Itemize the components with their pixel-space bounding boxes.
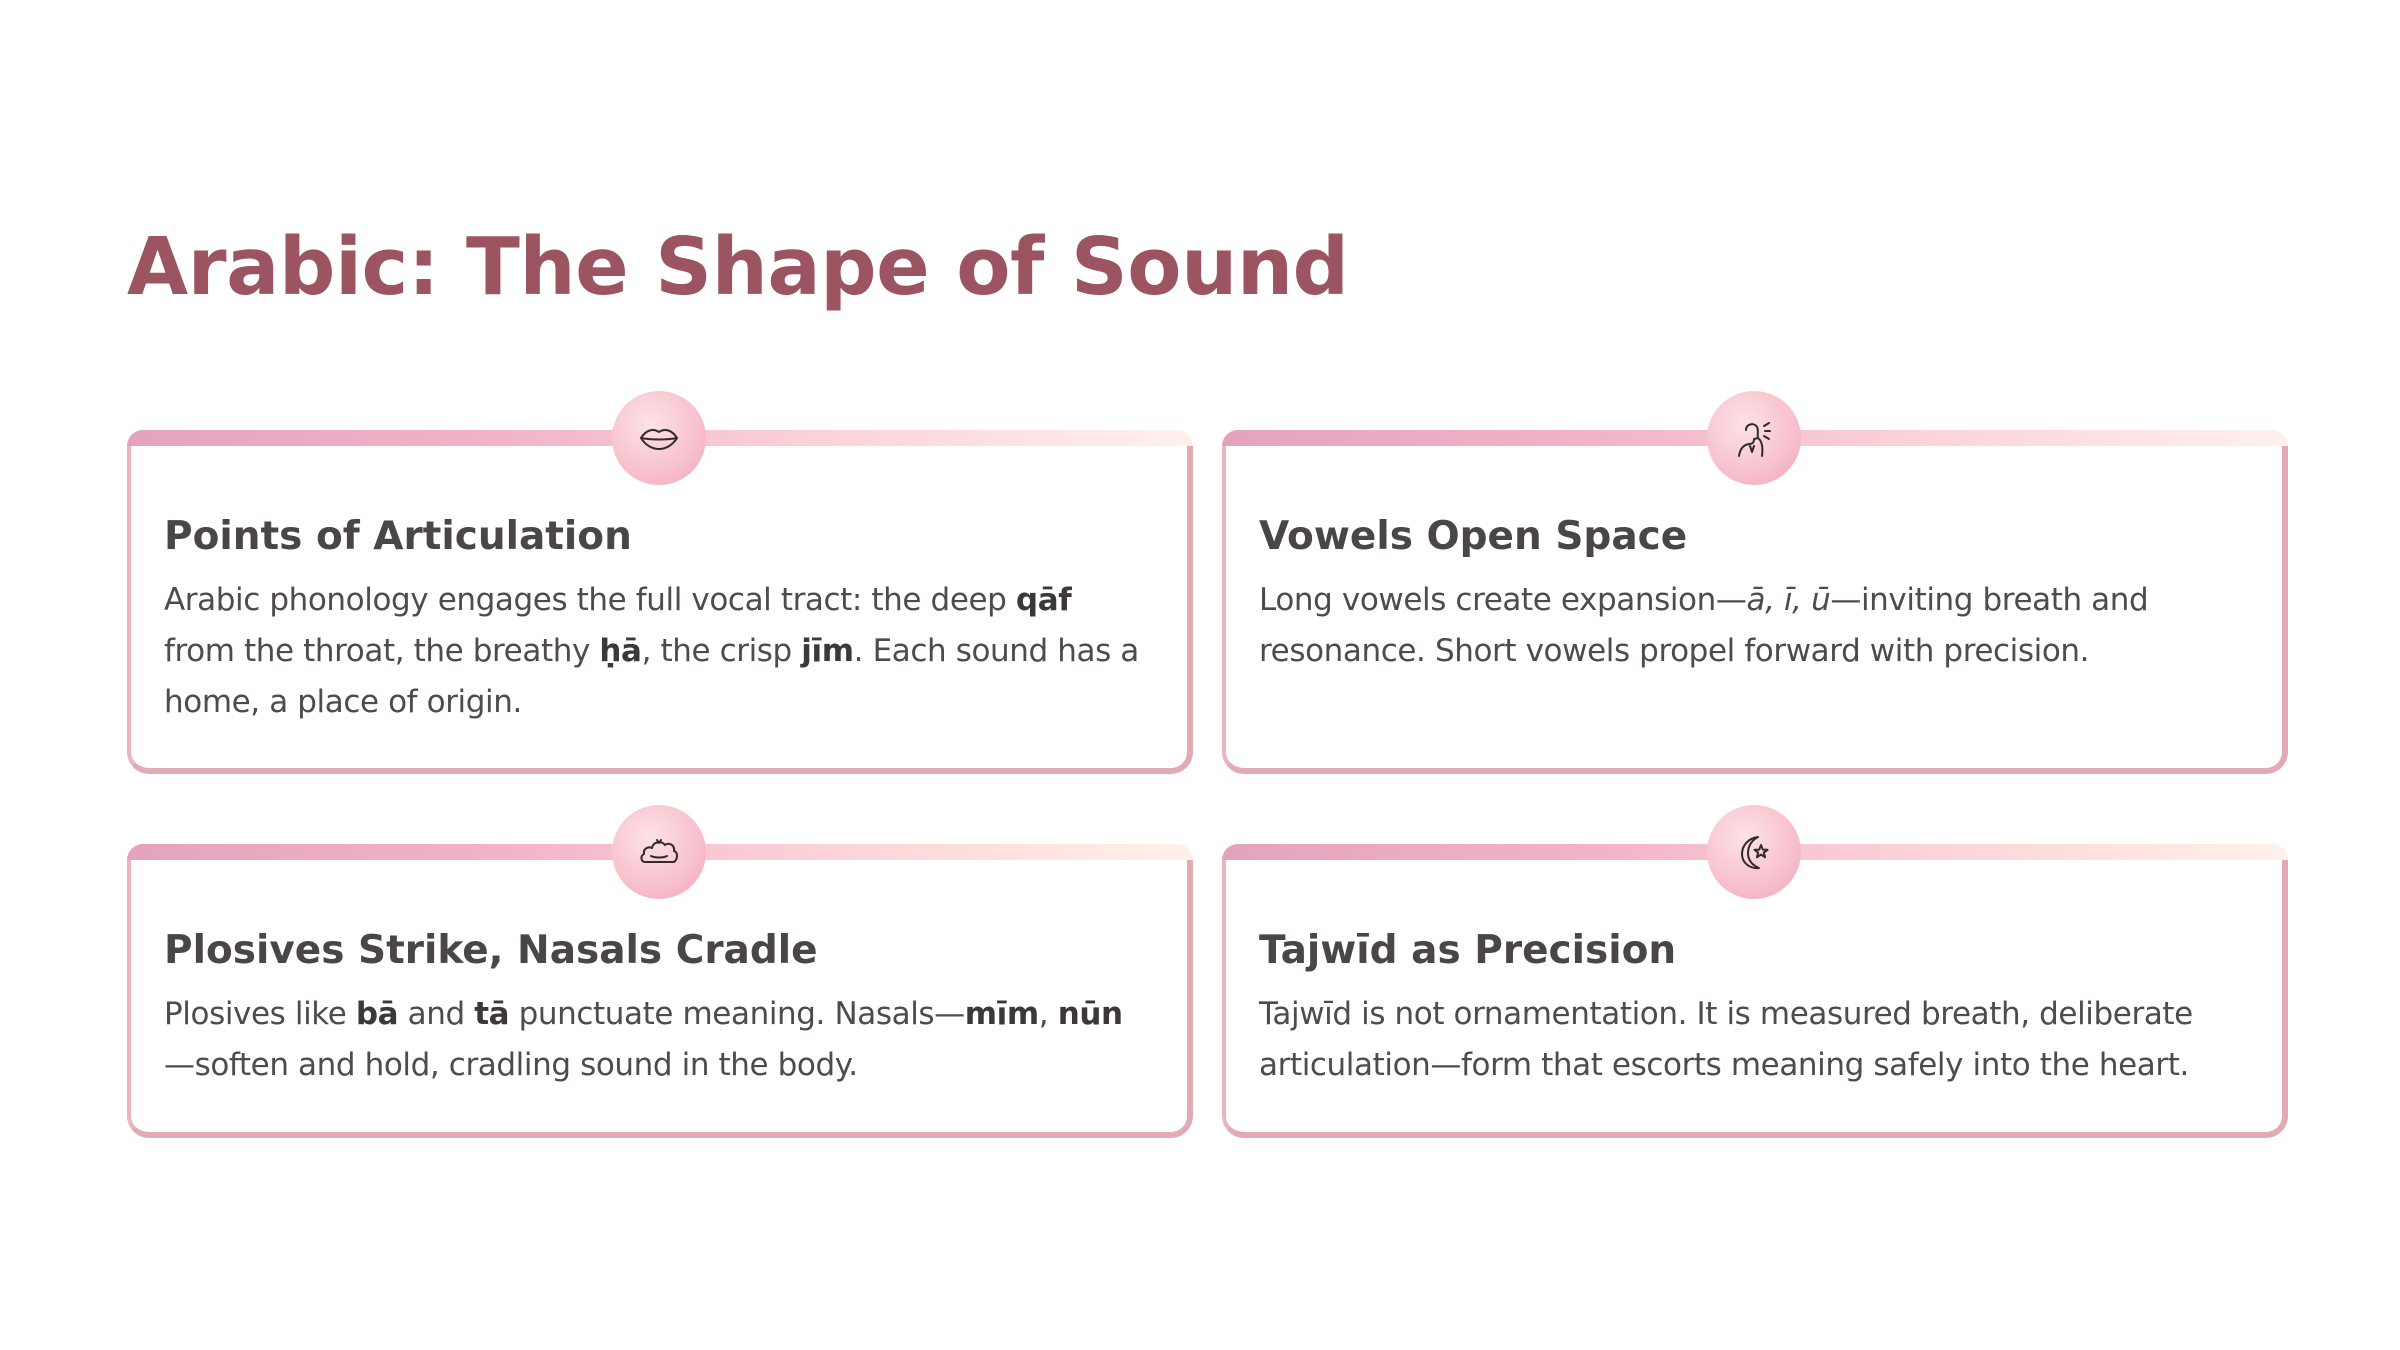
body-text-run: Long vowels create expansion—: [1259, 581, 1747, 618]
speaking-person-icon: [1707, 391, 1801, 485]
emphasis-bold: qāf: [1015, 581, 1072, 618]
cloud-icon: [612, 805, 706, 899]
emphasis-bold: ḥā: [599, 632, 642, 669]
body-text-run: —inviting breath and resonance. Short vowels propel forward with precision.: [1259, 581, 2149, 669]
slide-title: Arabic: The Shape of Sound: [127, 221, 1349, 313]
card-title: Tajwīd as Precision: [1259, 928, 1677, 973]
emphasis-bold: nūn: [1057, 995, 1123, 1032]
body-text-run: punctuate meaning. Nasals—: [509, 995, 965, 1032]
card-body: [1259, 989, 2236, 1091]
emphasis-bold: mīm: [964, 995, 1039, 1032]
card-title: Plosives Strike, Nasals Cradle: [164, 928, 818, 973]
card-title: Points of Articulation: [164, 514, 632, 559]
card-vowels-open-space: [1222, 446, 2288, 774]
lips-icon: [612, 391, 706, 485]
body-text-run: —soften and hold, cradling sound in the body.: [164, 1046, 858, 1083]
body-text-run: from the throat, the breathy: [164, 632, 600, 669]
card-points-of-articulation: [127, 446, 1193, 774]
body-text-run: ,: [1038, 995, 1058, 1032]
body-text-run: , the crisp: [641, 632, 802, 669]
crescent-star-icon: [1707, 805, 1801, 899]
card-plosives-nasals: [127, 860, 1193, 1138]
emphasis-bold: bā: [355, 995, 399, 1032]
card-tajwid-precision: [1222, 860, 2288, 1138]
emphasis-bold: jīm: [801, 632, 854, 669]
card-body: [1259, 575, 2236, 677]
emphasis-bold: tā: [474, 995, 510, 1032]
body-text-run: and: [398, 995, 475, 1032]
body-text-run: Arabic phonology engages the full vocal tract: the deep: [164, 581, 1016, 618]
body-text-run: Plosives like: [164, 995, 356, 1032]
body-text-run: . Each sound has a home, a place of origin.: [164, 632, 1139, 720]
emphasis-italic: ā, ī, ū: [1746, 581, 1831, 618]
card-title: Vowels Open Space: [1259, 514, 1688, 559]
card-body: [164, 575, 1141, 728]
card-body: [164, 989, 1141, 1091]
body-text-run: Tajwīd is not ornamentation. It is measured breath, deliberate articulation—form that escorts meaning safely into the heart.: [1259, 995, 2193, 1083]
